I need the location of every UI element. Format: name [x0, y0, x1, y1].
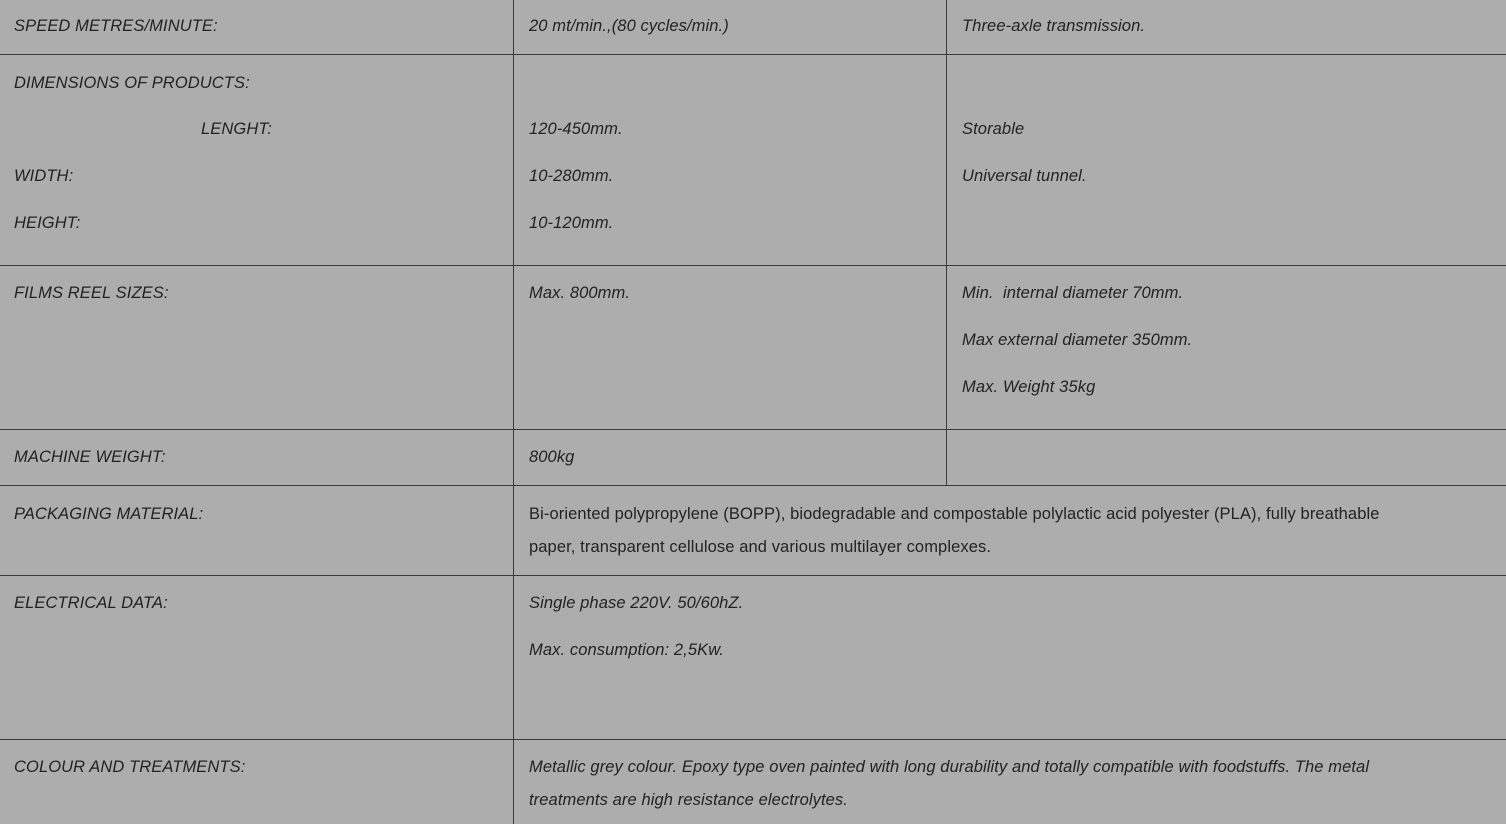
row-divider — [0, 265, 1506, 266]
electrical-data-label: ELECTRICAL DATA: — [14, 594, 168, 612]
dimensions-note-storable: Storable — [962, 120, 1025, 138]
column-divider — [513, 0, 514, 824]
row-divider — [0, 575, 1506, 576]
length-value: 120-450mm. — [529, 120, 623, 138]
electrical-data-consumption: Max. consumption: 2,5Kw. — [529, 641, 724, 659]
reel-note-weight: Max. Weight 35kg — [962, 378, 1096, 396]
packaging-material-value-line-1: Bi-oriented polypropylene (BOPP), biodegradable and compostable polylactic acid polyester (PLA), fully breathable — [529, 505, 1380, 523]
reel-sizes-value: Max. 800mm. — [529, 284, 631, 302]
colour-treatments-value-line-2: treatments are high resistance electrolytes. — [529, 791, 848, 809]
packaging-material-label: PACKAGING MATERIAL: — [14, 505, 204, 523]
height-label: HEIGHT: — [14, 214, 81, 232]
speed-label: SPEED METRES/MINUTE: — [14, 17, 218, 35]
speed-note: Three-axle transmission. — [962, 17, 1146, 35]
colour-treatments-value-line-1: Metallic grey colour. Epoxy type oven painted with long durability and totally compatible with foodstuffs. The metal — [529, 758, 1370, 776]
dimensions-note-tunnel: Universal tunnel. — [962, 167, 1087, 185]
row-divider — [0, 485, 1506, 486]
length-label: LENGHT: — [201, 120, 272, 138]
row-divider — [0, 739, 1506, 740]
speed-value: 20 mt/min.,(80 cycles/min.) — [529, 17, 729, 35]
row-divider — [0, 54, 1506, 55]
reel-sizes-label: FILMS REEL SIZES: — [14, 284, 169, 302]
machine-weight-label: MACHINE WEIGHT: — [14, 448, 166, 466]
column-divider — [946, 0, 947, 485]
width-label: WIDTH: — [14, 167, 74, 185]
dimensions-label: DIMENSIONS OF PRODUCTS: — [14, 74, 250, 92]
width-value: 10-280mm. — [529, 167, 614, 185]
row-divider — [0, 429, 1506, 430]
machine-weight-value: 800kg — [529, 448, 575, 466]
packaging-material-value-line-2: paper, transparent cellulose and various multilayer complexes. — [529, 538, 992, 556]
colour-treatments-label: COLOUR AND TREATMENTS: — [14, 758, 246, 776]
electrical-data-phase: Single phase 220V. 50/60hZ. — [529, 594, 744, 612]
reel-note-internal-diameter: Min. internal diameter 70mm. — [962, 284, 1184, 302]
height-value: 10-120mm. — [529, 214, 614, 232]
reel-note-external-diameter: Max external diameter 350mm. — [962, 331, 1193, 349]
